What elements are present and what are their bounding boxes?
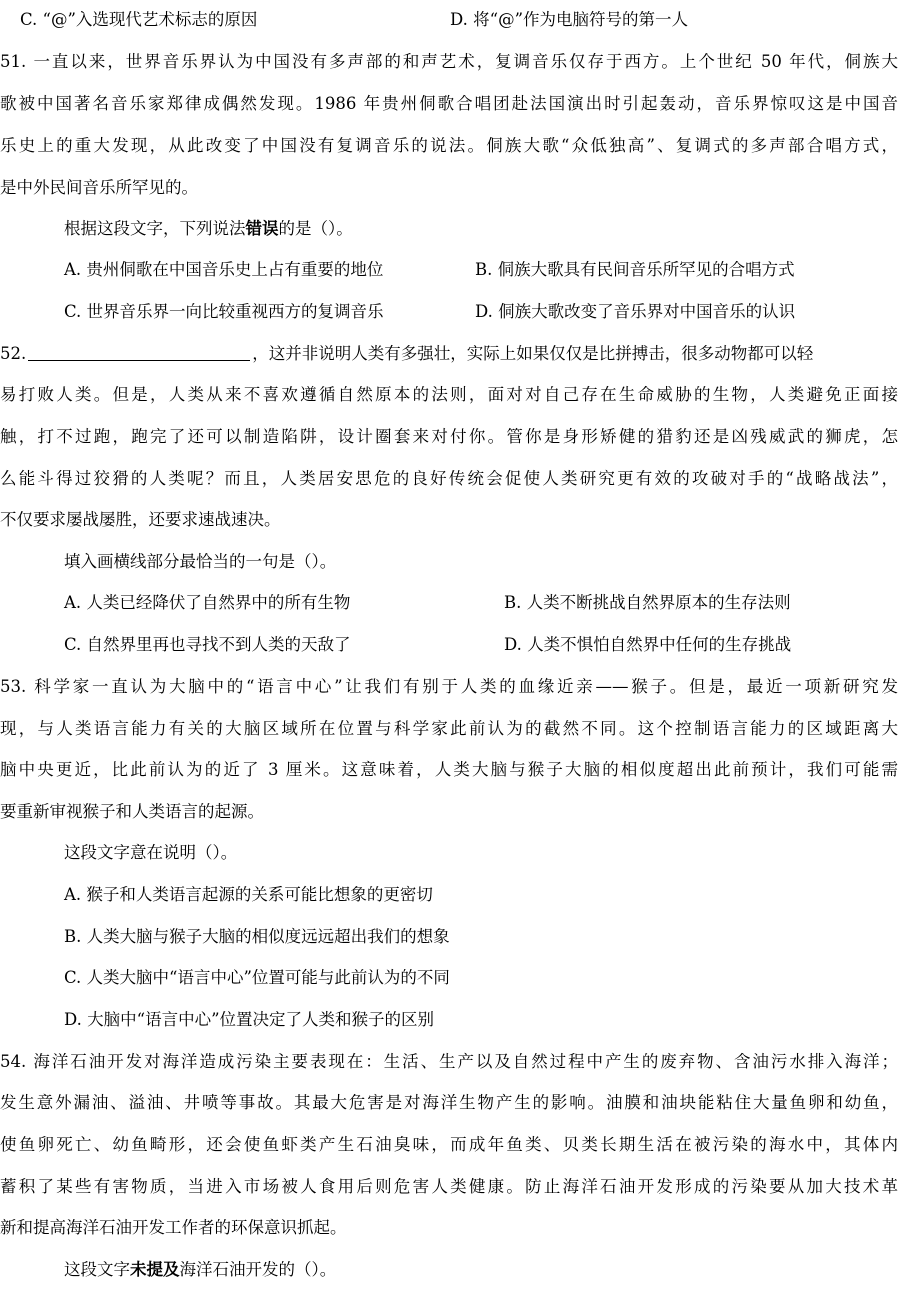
q53-paragraph-line-3: 脑中央更近，比此前认为的近了 3 厘米。这意味着，人类大脑与猴子大脑的相似度超出此前预计，我们可能需 xyxy=(0,760,898,779)
q53-option-b: B. 人类大脑与猴子大脑的相似度远远超出我们的想象 xyxy=(64,927,450,946)
fill-in-blank xyxy=(28,344,250,361)
q54-paragraph-line-4: 蓄积了某些有害物质，当进入市场被人食用后则危害人类健康。防止海洋石油开发形成的污染要从加大技术革 xyxy=(0,1177,898,1196)
q52-paragraph-line-2: 易打败人类。但是，人类从来不喜欢遵循自然原本的法则，面对对自己存在生命威胁的生物，人类避免正面接 xyxy=(0,385,898,404)
q54-paragraph-line-1: 54. 海洋石油开发对海洋造成污染主要表现在：生活、生产以及自然过程中产生的废弃物、含油污水排入海洋； xyxy=(0,1052,898,1071)
q51-stem-end: 的是（）。 xyxy=(278,219,353,238)
q51-option-a: A. 贵州侗歌在中国音乐史上占有重要的地位 xyxy=(64,260,384,279)
q54-question-stem xyxy=(64,1258,336,1282)
q51-paragraph-line-4: 是中外民间音乐所罕见的。 xyxy=(0,178,198,197)
q51-paragraph-line-2: 歌被中国著名音乐家郑律成偶然发现。1986 年贵州侗歌合唱团赴法国演出时引起轰动，音乐界惊叹这是中国音 xyxy=(0,94,898,113)
q52-option-b: B. 人类不断挑战自然界原本的生存法则 xyxy=(504,593,791,612)
q52-line-1-text: ，这并非说明人类有多强壮，实际上如果仅仅是比拼搏击，很多动物都可以轻 xyxy=(252,344,814,363)
q53-option-a: A. 猴子和人类语言起源的关系可能比想象的更密切 xyxy=(64,885,433,904)
q51-question-stem xyxy=(64,217,353,241)
q51-stem-emphasis: 错误 xyxy=(245,219,279,238)
q52-option-d: D. 人类不惧怕自然界中任何的生存挑战 xyxy=(504,635,792,654)
q52-option-c: C. 自然界里再也寻找不到人类的天敌了 xyxy=(64,635,351,654)
q51-option-b: B. 侗族大歌具有民间音乐所罕见的合唱方式 xyxy=(475,260,795,279)
q53-question-stem: 这段文字意在说明（）。 xyxy=(64,843,238,862)
q52-paragraph-line-4: 么能斗得过狡猾的人类呢？而且，人类居安思危的良好传统会促使人类研究更有效的攻破对手的“战略战法”， xyxy=(0,469,898,488)
q53-paragraph-line-1: 53. 科学家一直认为大脑中的“语言中心”让我们有别于人类的血缘近亲——猴子。但是，最近一项新研究发 xyxy=(0,677,898,696)
q52-paragraph-line-3: 触，打不过跑，跑完了还可以制造陷阱，设计圈套来对付你。管你是身形矫健的猎豹还是凶残威武的狮虎，怎 xyxy=(0,427,898,446)
q51-paragraph-line-1: 51. 一直以来，世界音乐界认为中国没有多声部的和声艺术，复调音乐仅存于西方。上个世纪 50 年代，侗族大 xyxy=(0,52,898,71)
q53-option-c: C. 人类大脑中“语言中心”位置可能与此前认为的不同 xyxy=(64,968,450,987)
q53-paragraph-line-2: 现，与人类语言能力有关的大脑区域所在位置与科学家此前认为的截然不同。这个控制语言能力的区域距离大 xyxy=(0,719,898,738)
q54-paragraph-line-2: 发生意外漏油、溢油、井喷等事故。其最大危害是对海洋生物产生的影响。油膜和油块能粘住大量鱼卵和幼鱼， xyxy=(0,1093,898,1112)
q54-paragraph-line-5: 新和提高海洋石油开发工作者的环保意识抓起。 xyxy=(0,1218,347,1237)
q50-option-c: C. “@”入选现代艺术标志的原因 xyxy=(20,10,258,29)
q54-stem-end: 海洋石油开发的（）。 xyxy=(179,1260,337,1279)
q50-option-d: D. 将“@”作为电脑符号的第一人 xyxy=(450,10,689,29)
q54-paragraph-line-3: 使鱼卵死亡、幼鱼畸形，还会使鱼虾类产生石油臭味，而成年鱼类、贝类长期生活在被污染的海水中，其体内 xyxy=(0,1135,898,1154)
q53-option-d: D. 大脑中“语言中心”位置决定了人类和猴子的区别 xyxy=(64,1010,435,1029)
q54-stem-text: 这段文字 xyxy=(64,1260,130,1279)
q51-option-d: D. 侗族大歌改变了音乐界对中国音乐的认识 xyxy=(475,302,796,321)
q54-stem-emphasis: 未提及 xyxy=(130,1260,180,1279)
q51-option-c: C. 世界音乐界一向比较重视西方的复调音乐 xyxy=(64,302,384,321)
q52-number: 52. xyxy=(0,344,27,363)
q51-stem-text: 根据这段文字，下列说法 xyxy=(64,219,246,238)
q53-paragraph-line-4: 要重新审视猴子和人类语言的起源。 xyxy=(0,802,264,821)
q52-option-a: A. 人类已经降伏了自然界中的所有生物 xyxy=(64,593,351,612)
q52-paragraph-line-5: 不仅要求屡战屡胜，还要求速战速决。 xyxy=(0,510,281,529)
q51-paragraph-line-3: 乐史上的重大发现，从此改变了中国没有复调音乐的说法。侗族大歌“众低独高”、复调式的多声部合唱方式， xyxy=(0,136,898,155)
q52-question-stem: 填入画横线部分最恰当的一句是（）。 xyxy=(64,552,337,571)
q52-paragraph-line-1 xyxy=(0,342,813,366)
